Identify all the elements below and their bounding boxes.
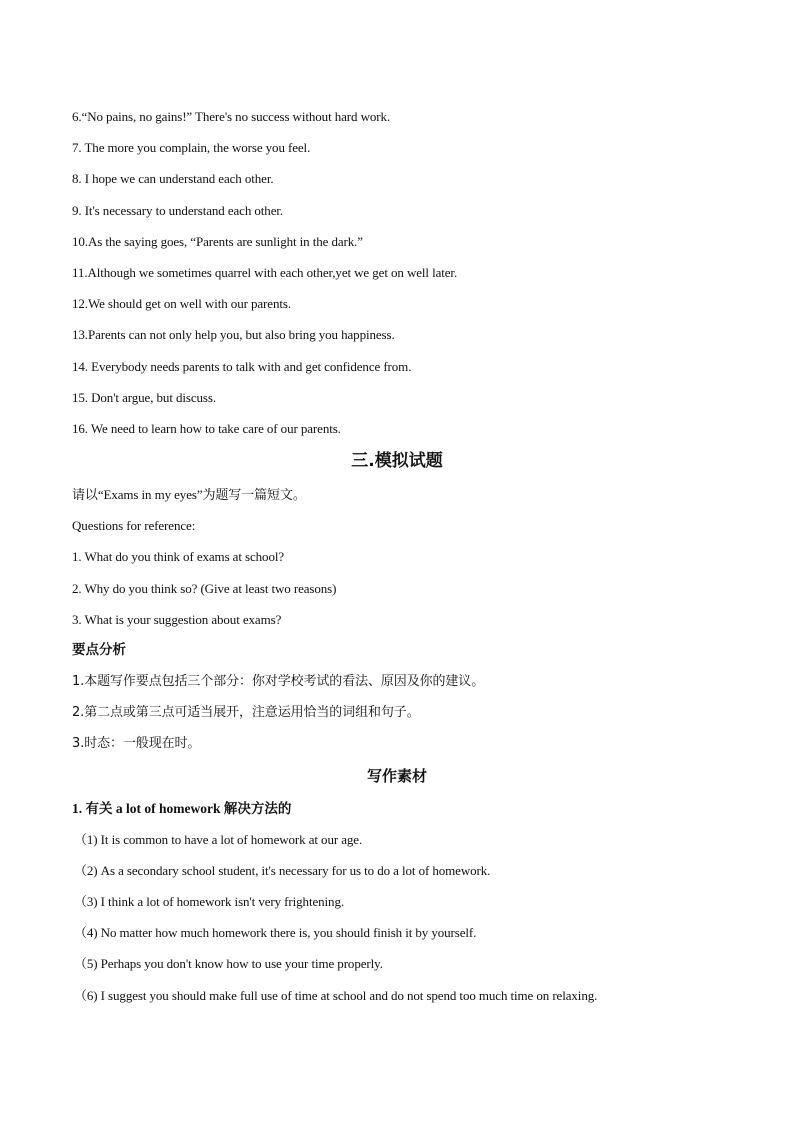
group-cn-a: 有关: [85, 800, 113, 817]
material-item: （1) It is common to have a lot of homework at our age.: [74, 831, 363, 847]
list-item: 14. Everybody needs parents to talk with and get confidence from.: [72, 358, 412, 374]
analysis-point: 2.第二点或第三点可适当展开，注意运用恰当的词组和句子。: [72, 705, 420, 721]
group-cn-b: 解决方法的: [223, 800, 292, 817]
prompt-prefix: 请以: [72, 488, 98, 504]
list-item: 12.We should get on well with our parents.: [72, 296, 291, 312]
prompt-suffix: 为题写一篇短文。: [202, 488, 306, 504]
document-content: [72, 101, 722, 1011]
question-item: 1. What do you think of exams at school?: [72, 549, 285, 565]
list-item: 15. Don't argue, but discuss.: [72, 389, 216, 405]
group-en: a lot of homework: [115, 800, 221, 816]
list-item: 8. I hope we can understand each other.: [72, 171, 274, 187]
list-item: 7. The more you complain, the worse you feel.: [72, 140, 311, 156]
list-item: 6.“No pains, no gains!” There's no success without hard work.: [72, 109, 391, 124]
material-item: （2) As a secondary school student, it's necessary for us to do a lot of homework.: [74, 862, 491, 878]
question-item: 2. Why do you think so? (Give at least two reasons): [72, 580, 337, 596]
material-item: （4) No matter how much homework there is, you should finish it by yourself.: [74, 925, 477, 941]
list-item: 9. It's necessary to understand each other.: [72, 202, 284, 218]
section-title: 三.模拟试题: [351, 451, 443, 472]
analysis-point: 1.本题写作要点包括三个部分：你对学校考试的看法、原因及你的建议。: [72, 674, 485, 689]
questions-label: Questions for reference:: [72, 518, 196, 534]
materials-group-heading: [72, 793, 722, 824]
prompt-topic: “Exams in my eyes”: [97, 487, 203, 503]
list-item: 10.As the saying goes, “Parents are sunlight in the dark.”: [72, 233, 363, 249]
sentence-list: [72, 101, 722, 444]
analysis-label: 要点分析: [72, 642, 126, 658]
material-item: （5) Perhaps you don't know how to use your time properly.: [74, 956, 383, 972]
writing-prompt: [72, 479, 722, 510]
list-item: 13.Parents can not only help you, but also bring you happiness.: [72, 327, 395, 343]
group-number: 1.: [72, 800, 83, 816]
material-item: （3) I think a lot of homework isn't very frightening.: [74, 893, 344, 909]
materials-title: 写作素材: [366, 766, 427, 785]
analysis-point: 3.时态：一般现在时。: [72, 736, 201, 752]
list-item: 11.Although we sometimes quarrel with each other,yet we get on well later.: [72, 264, 458, 280]
material-item: （6) I suggest you should make full use of time at school and do not spend too much time on relaxing.: [74, 987, 598, 1003]
list-item: 16. We need to learn how to take care of our parents.: [72, 420, 341, 436]
question-item: 3. What is your suggestion about exams?: [72, 611, 282, 627]
